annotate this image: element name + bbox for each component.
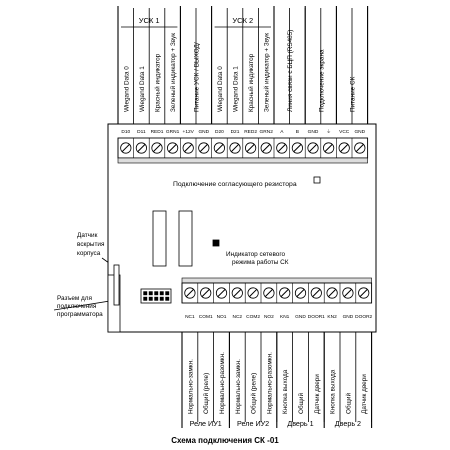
top-signal-label: Wiegand Data 0 [123, 66, 131, 112]
top-group-label-sk-power: Питание СК [349, 76, 357, 112]
programmer-pin [155, 297, 159, 301]
programmer-pin [149, 297, 153, 301]
resistor-jumper [314, 177, 320, 183]
bottom-pin-label: KN2 [327, 315, 337, 320]
top-pin-label: GND [307, 130, 319, 135]
top-pin-label: RED1 [150, 130, 164, 135]
bottom-signal-label: Кнопка выхода [282, 369, 290, 414]
top-pin-label: D20 [214, 130, 224, 135]
bottom-signal-label: Датчик двери [313, 374, 321, 414]
bottom-signal-label: Общий [345, 392, 353, 414]
top-pin-label: RED2 [244, 130, 257, 135]
programmer-pin [160, 297, 164, 301]
programmer-pin [166, 297, 170, 301]
top-pin-label: ⏚ [326, 130, 332, 135]
programmer-connector [141, 289, 171, 303]
callout-programmer-label-3: программатора [57, 311, 103, 318]
relay-block-1 [153, 211, 166, 266]
bottom-group-label: Реле ИУ1 [189, 419, 222, 428]
callout-sensor-label-1: Датчик [77, 232, 98, 239]
callout-led-label-1: Индикатор сетевого [226, 251, 286, 258]
callout-led-label-2: режима работы СК [232, 259, 289, 266]
top-pin-label: D11 [137, 130, 146, 135]
top-signal-label: Wiegand Data 0 [216, 66, 224, 112]
top-pin-label: VCC [339, 130, 350, 135]
bottom-signal-label: Нормально-разомкн. [266, 352, 274, 414]
bottom-signal-label: Нормально-разомкн. [219, 352, 226, 414]
bottom-pin-label: NC1 [185, 315, 195, 320]
network-led-indicator [213, 240, 219, 246]
tamper-sensor [114, 265, 119, 305]
bottom-pin-label: KN1 [280, 315, 290, 320]
top-signal-label: Красный индикатор [154, 53, 162, 112]
top-pin-label: GRN2 [259, 130, 273, 135]
top-pin-label: A [280, 130, 284, 135]
top-terminal-base [118, 158, 368, 163]
bottom-signal-label: Нормально-замкн. [234, 359, 242, 414]
top-group-label-usk1: УСК 1 [138, 16, 160, 25]
top-pin-label: +12V [182, 130, 194, 135]
top-signal-label: Зеленый индикатор + Звук [263, 32, 271, 112]
programmer-pin [155, 292, 159, 296]
top-pin-label: B [295, 130, 300, 135]
top-signal-label: Wiegand Data 1 [232, 66, 240, 112]
top-pin-label: D10 [121, 130, 131, 135]
bottom-pin-label: COM1 [198, 315, 213, 320]
programmer-pin [160, 292, 164, 296]
bottom-pin-label: COM2 [246, 315, 261, 320]
callout-sensor-label-2: вскрытия [77, 241, 105, 248]
callout-resistor-label: Подключение согласующего резистора [173, 181, 297, 188]
bottom-pin-label: GND [295, 315, 306, 320]
bottom-signal-label: Нормально-замкн. [187, 359, 195, 414]
top-pin-label: GRN1 [165, 130, 180, 135]
bottom-pin-label: GND [342, 315, 354, 320]
bottom-group-label: Реле ИУ2 [237, 419, 270, 428]
callout-programmer-label-2: подключения [57, 303, 97, 310]
top-group-label-rs485: Линия связи с БЦП (RS485) [287, 29, 295, 112]
bottom-signal-label: Общий [298, 392, 305, 414]
top-signal-label: Красный индикатор [248, 53, 256, 112]
bottom-signal-label: Общий (реле) [250, 372, 258, 414]
bottom-signal-label: Общий (реле) [203, 372, 211, 414]
bottom-pin-label: NC2 [232, 315, 243, 320]
top-group-label-usk2: УСК 2 [232, 16, 254, 25]
callout-programmer-label-1: Разъем для [57, 295, 92, 302]
top-group-label-power: Питание УСК / ВЫХОД/ [193, 42, 201, 112]
top-pin-label: D21 [230, 130, 240, 135]
bottom-group-label: Дверь 2 [334, 419, 362, 428]
bottom-signal-label: Датчик двери [361, 374, 369, 414]
relay-block-2 [179, 211, 192, 266]
top-signal-label: Wiegand Data 1 [138, 66, 146, 112]
programmer-pin [144, 292, 148, 296]
bottom-group-label: Дверь 1 [287, 419, 314, 428]
programmer-pin [166, 292, 170, 296]
top-pin-label: GND [354, 130, 366, 135]
bottom-signal-label: Кнопка выхода [329, 369, 337, 414]
programmer-pin [144, 297, 148, 301]
bottom-pin-label: DOOR1 [307, 315, 325, 320]
top-group-label-screen: Подключение экрана [318, 49, 326, 112]
diagram-title: Схема подключения СК -01 [171, 436, 279, 445]
programmer-pin [149, 292, 153, 296]
top-signal-label: Зеленый индикатор + Звук [170, 32, 178, 112]
bottom-pin-label: NO2 [263, 315, 274, 320]
bottom-terminal-base [182, 278, 372, 283]
bottom-pin-label: DOOR2 [355, 315, 373, 320]
top-pin-label: GND [198, 130, 210, 135]
callout-sensor-label-3: корпуса [77, 250, 101, 257]
bottom-pin-label: NO1 [216, 315, 227, 320]
